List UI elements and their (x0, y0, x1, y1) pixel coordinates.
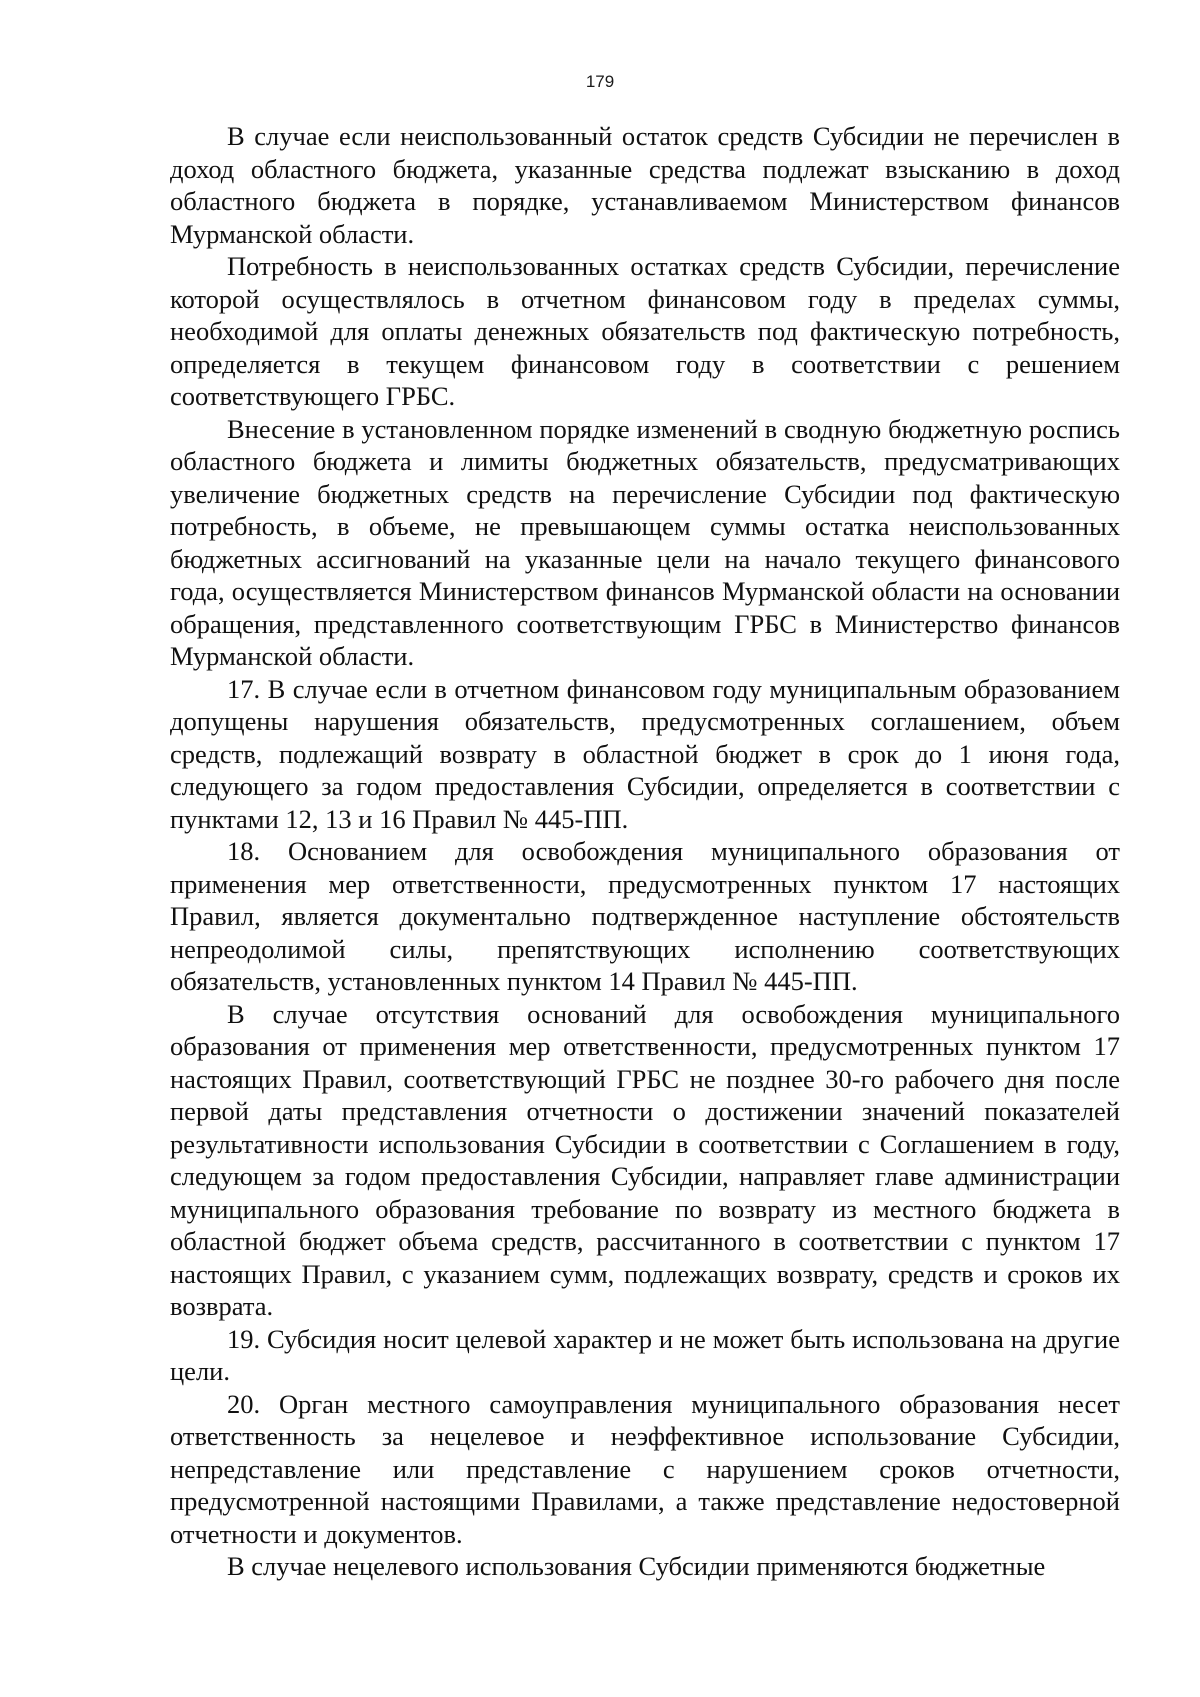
paragraph-item-18: 18. Основанием для освобождения муниципального образования от применения мер ответственности, предусмотренных пунктом 17 настоящих Правил, является документально подтвержденное наступление обстоятельств непреодолимой силы, препятствующих исполнению соответствующих обязательств, установленных пунктом 14 Правил № 445-ПП. (170, 836, 1120, 996)
paragraph-refund-requirement: В случае отсутствия оснований для освобождения муниципального образования от применения мер ответственности, предусмотренных пунктом 17 настоящих Правил, соответствующий ГРБС не позднее 30-го рабочего дня после первой даты представления отчетности о достижении значений показателей результативности использования Субсидии в соответствии с Соглашением в году, следующем за годом предоставления Субсидии, направляет главе администрации муниципального образования требование по возврату из местного бюджета в областной бюджет объема средств, рассчитанного в соответствии с пунктом 17 настоящих Правил, с указанием сумм, подлежащих возврату, средств и сроков их возврата. (170, 998, 1120, 1321)
paragraph-unused-balance-recovery: В случае если неиспользованный остаток средств Субсидии не перечислен в доход областного бюджета, указанные средства подлежат взысканию в доход областного бюджета в порядке, устанавливаемом Министерством финансов Мурманской области. (170, 121, 1120, 249)
paragraph-need-for-balances: Потребность в неиспользованных остатках средств Субсидии, перечисление которой осуществлялось в отчетном финансовом году в пределах суммы, необходимой для оплаты денежных обязательств под фактическую потребность, определяется в текущем финансовом году в соответствии с решением соответствующего ГРБС. (170, 251, 1120, 411)
paragraph-item-17: 17. В случае если в отчетном финансовом году муниципальным образованием допущены нарушения обязательств, предусмотренных соглашением, объем средств, подлежащий возврату в областной бюджет в срок до 1 июня года, следующего за годом предоставления Субсидии, определяется в соответствии с пунктами 12, 13 и 16 Правил № 445-ПП. (170, 673, 1120, 834)
page-number: 179 (585, 72, 615, 91)
document-body (170, 120, 1120, 1583)
paragraph-misuse-measures: В случае нецелевого использования Субсидии применяются бюджетные (227, 1551, 1046, 1581)
paragraph-budget-changes: Внесение в установленном порядке изменений в сводную бюджетную роспись областного бюджета и лимиты бюджетных обязательств, предусматривающих увеличение бюджетных средств на перечисление Субсидии под фактическую потребность, в объеме, не превышающем суммы остатка неиспользованных бюджетных ассигнований на указанные цели на начало текущего финансового года, осуществляется Министерством финансов Мурманской области на основании обращения, представленного соответствующим ГРБС в Министерство финансов Мурманской области. (170, 413, 1120, 671)
paragraph-item-20: 20. Орган местного самоуправления муниципального образования несет ответственность за нецелевое и неэффективное использование Субсидии, непредставление или представление с нарушением сроков отчетности, предусмотренной настоящими Правилами, а также представление недостоверной отчетности и документов. (170, 1388, 1120, 1549)
paragraph-item-19: 19. Субсидия носит целевой характер и не может быть использована на другие цели. (170, 1323, 1120, 1386)
